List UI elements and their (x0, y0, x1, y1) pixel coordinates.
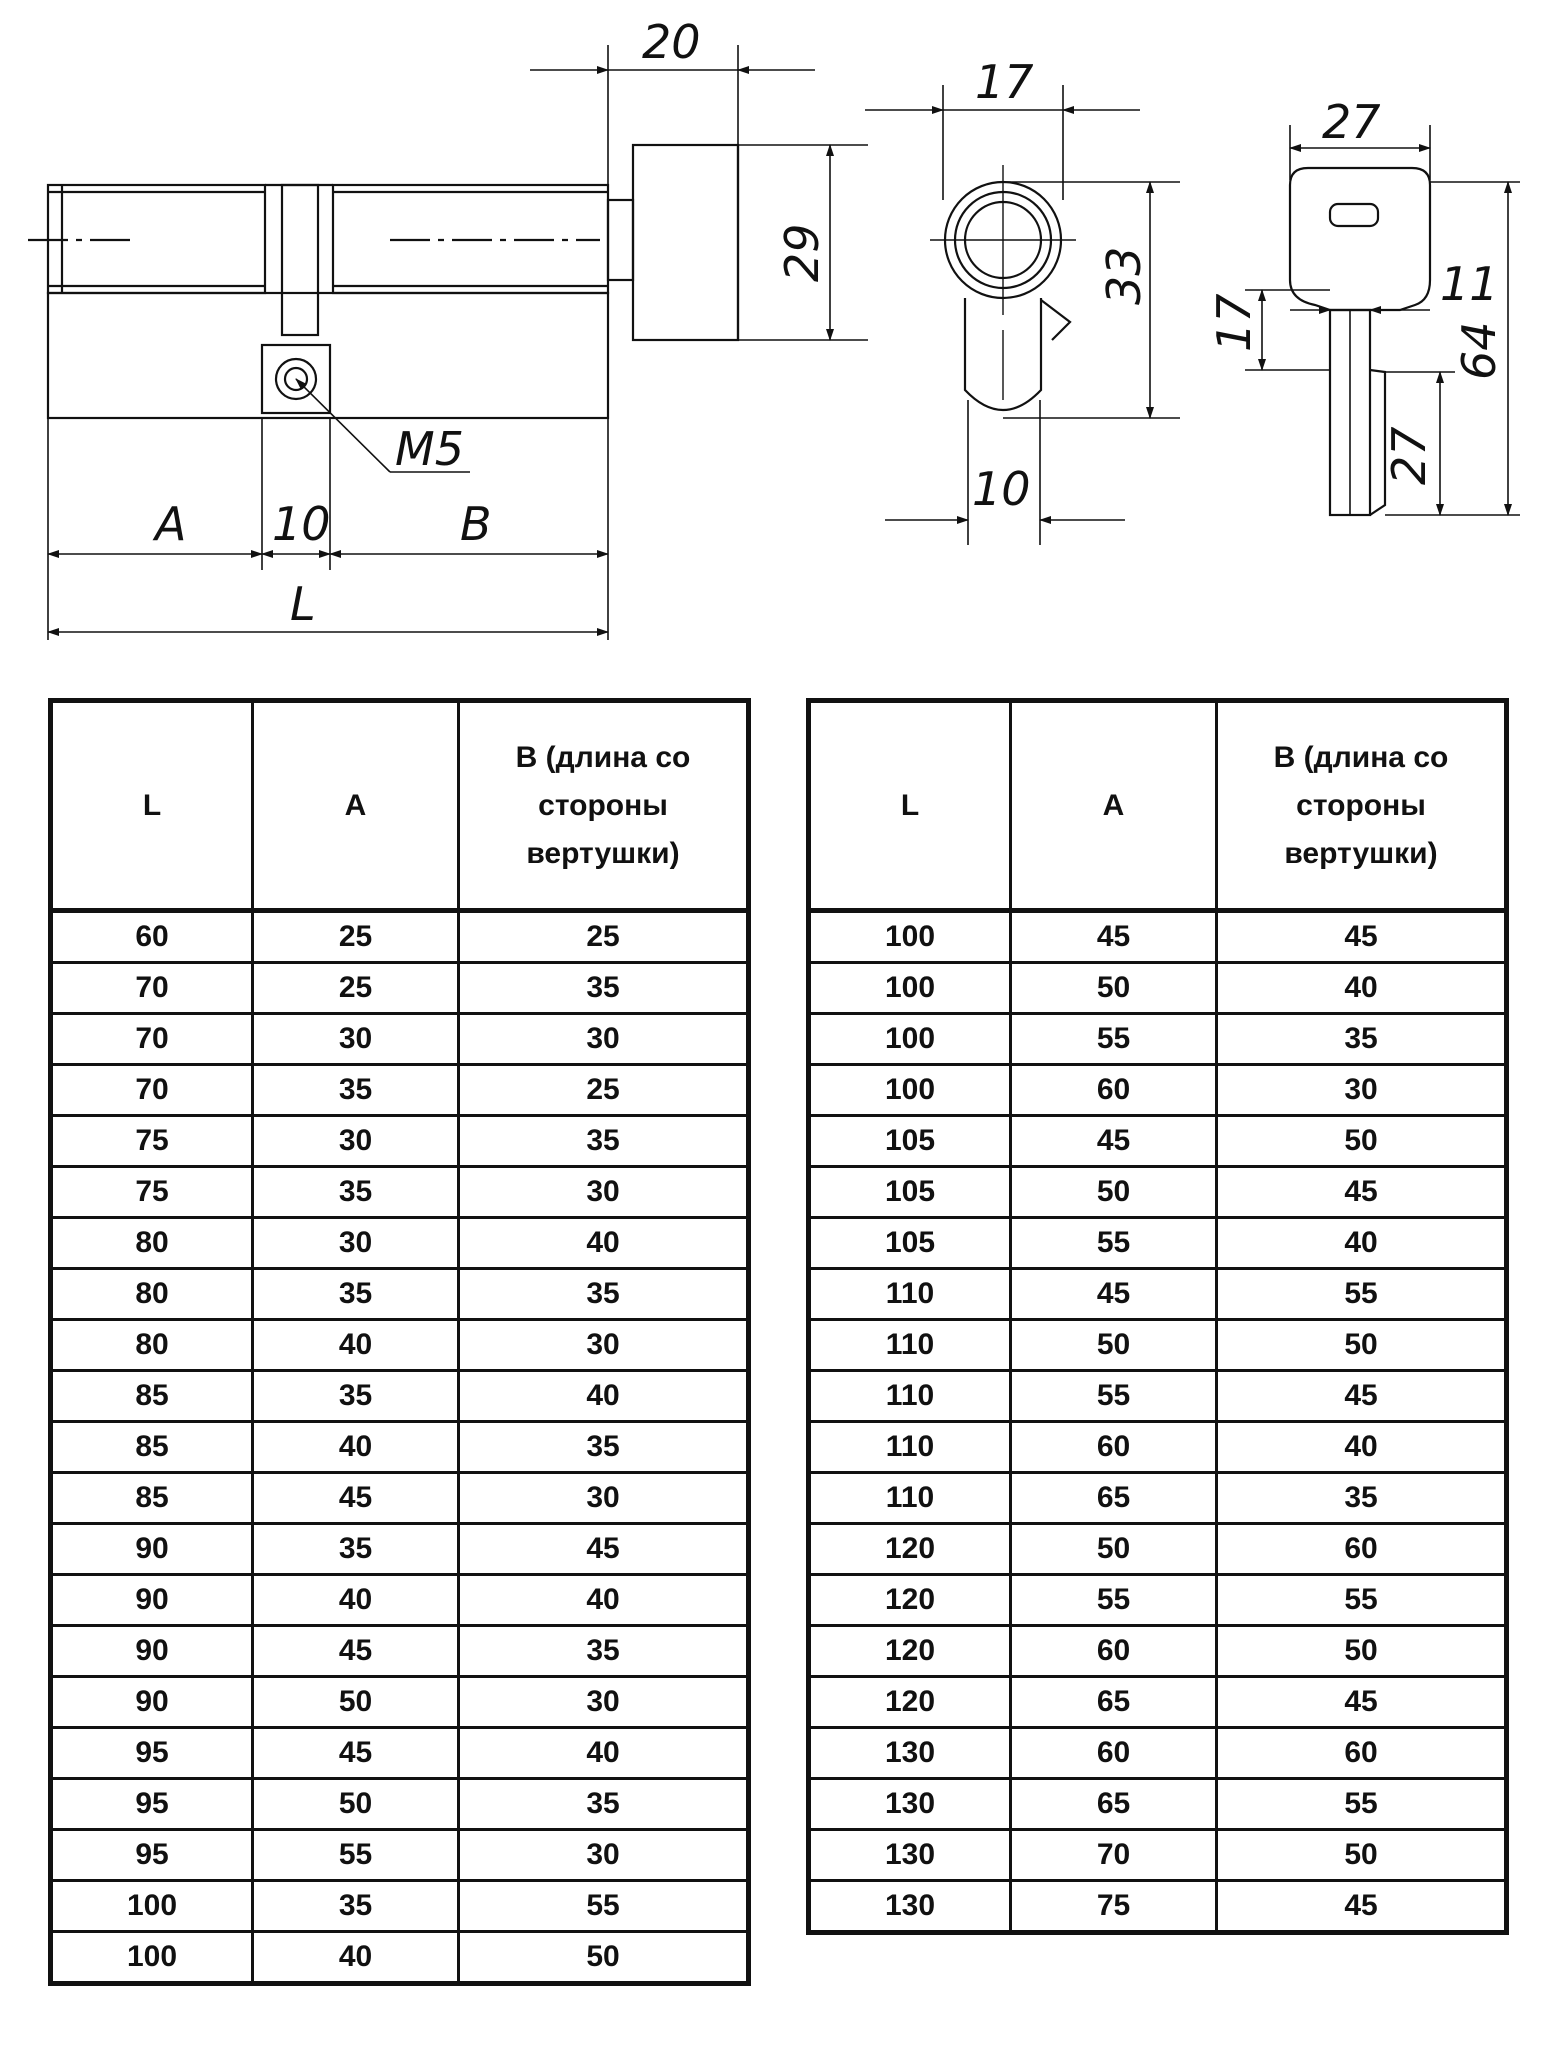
cell-a: 50 (1011, 1524, 1217, 1575)
table-row (51, 1422, 749, 1473)
cell-b: 50 (1217, 1830, 1507, 1881)
cell-a: 40 (253, 1422, 459, 1473)
cell-a: 50 (1011, 1320, 1217, 1371)
header-l: L (51, 701, 253, 911)
cell-l: 100 (809, 911, 1011, 963)
cell-l: 85 (51, 1473, 253, 1524)
table-row (51, 1779, 749, 1830)
dim-label-27: 27 (1322, 95, 1381, 149)
dim-label-m5: M5 (395, 422, 464, 476)
cell-l: 130 (809, 1779, 1011, 1830)
cell-a: 55 (1011, 1014, 1217, 1065)
cell-l: 95 (51, 1830, 253, 1881)
cell-a: 45 (1011, 1269, 1217, 1320)
cell-a: 65 (1011, 1677, 1217, 1728)
cell-b: 40 (1217, 1422, 1507, 1473)
cell-b: 45 (459, 1524, 749, 1575)
cell-l: 80 (51, 1218, 253, 1269)
table-row (809, 1626, 1507, 1677)
cell-b: 50 (1217, 1116, 1507, 1167)
cell-a: 45 (253, 1473, 459, 1524)
table-row (809, 1065, 1507, 1116)
cell-b: 40 (459, 1371, 749, 1422)
cell-b: 35 (1217, 1473, 1507, 1524)
table-row (51, 1932, 749, 1984)
cell-b: 40 (459, 1575, 749, 1626)
cell-b: 30 (459, 1677, 749, 1728)
cell-b: 30 (459, 1320, 749, 1371)
cell-a: 70 (1011, 1830, 1217, 1881)
cell-b: 45 (1217, 1881, 1507, 1933)
cell-a: 60 (1011, 1626, 1217, 1677)
cell-a: 30 (253, 1116, 459, 1167)
cell-a: 50 (1011, 963, 1217, 1014)
cell-b: 50 (1217, 1626, 1507, 1677)
cell-a: 35 (253, 1065, 459, 1116)
table-row (51, 1575, 749, 1626)
cell-b: 45 (1217, 911, 1507, 963)
table-row (809, 1371, 1507, 1422)
table-row (51, 1626, 749, 1677)
cell-b: 55 (1217, 1575, 1507, 1626)
table-row (809, 1524, 1507, 1575)
table-row (51, 1677, 749, 1728)
cell-a: 60 (1011, 1728, 1217, 1779)
cell-l: 130 (809, 1728, 1011, 1779)
table-row (809, 1779, 1507, 1830)
cell-a: 25 (253, 911, 459, 963)
cell-l: 120 (809, 1524, 1011, 1575)
cell-l: 95 (51, 1728, 253, 1779)
cell-l: 120 (809, 1677, 1011, 1728)
table-row (51, 1014, 749, 1065)
cell-a: 40 (253, 1932, 459, 1984)
dim-label-64: 64 (1452, 321, 1506, 380)
header-b: B (длина со стороны вертушки) (459, 701, 749, 911)
cell-b: 25 (459, 1065, 749, 1116)
header-a: A (1011, 701, 1217, 911)
table-row (51, 1167, 749, 1218)
table-row (809, 1218, 1507, 1269)
header-b: B (длина со стороны вертушки) (1217, 701, 1507, 911)
cell-a: 55 (1011, 1371, 1217, 1422)
cell-b: 30 (459, 1167, 749, 1218)
cell-l: 90 (51, 1524, 253, 1575)
cell-l: 110 (809, 1422, 1011, 1473)
table-row (51, 1524, 749, 1575)
cell-a: 55 (1011, 1575, 1217, 1626)
cell-l: 95 (51, 1779, 253, 1830)
cell-b: 40 (1217, 1218, 1507, 1269)
cell-a: 45 (253, 1626, 459, 1677)
cell-b: 55 (1217, 1779, 1507, 1830)
table-row (51, 1269, 749, 1320)
cell-b: 35 (459, 1269, 749, 1320)
cell-l: 105 (809, 1167, 1011, 1218)
cell-a: 45 (1011, 911, 1217, 963)
cell-b: 55 (459, 1881, 749, 1932)
dim-label-33: 33 (1097, 246, 1151, 305)
table-row (809, 1422, 1507, 1473)
cell-b: 50 (459, 1932, 749, 1984)
cell-l: 75 (51, 1167, 253, 1218)
cell-b: 30 (459, 1473, 749, 1524)
table-row (51, 963, 749, 1014)
cell-a: 75 (1011, 1881, 1217, 1933)
cell-b: 35 (459, 1116, 749, 1167)
cell-l: 80 (51, 1320, 253, 1371)
cell-b: 50 (1217, 1320, 1507, 1371)
table-row (809, 1473, 1507, 1524)
table-row (809, 1830, 1507, 1881)
cell-a: 25 (253, 963, 459, 1014)
dim-label-l: L (290, 577, 316, 631)
cell-b: 35 (459, 1422, 749, 1473)
dim-label-17-key: 17 (1207, 293, 1261, 352)
cell-a: 45 (253, 1728, 459, 1779)
cell-a: 35 (253, 1524, 459, 1575)
cell-b: 40 (1217, 963, 1507, 1014)
table-row (51, 1473, 749, 1524)
dim-label-27-blade: 27 (1382, 426, 1436, 485)
cell-l: 90 (51, 1575, 253, 1626)
cell-a: 40 (253, 1320, 459, 1371)
table-row (51, 1218, 749, 1269)
cell-a: 65 (1011, 1473, 1217, 1524)
cell-l: 90 (51, 1677, 253, 1728)
cell-a: 35 (253, 1881, 459, 1932)
cell-b: 45 (1217, 1167, 1507, 1218)
cell-a: 60 (1011, 1065, 1217, 1116)
cell-l: 85 (51, 1422, 253, 1473)
header-l: L (809, 701, 1011, 911)
header-a: A (253, 701, 459, 911)
cell-l: 100 (809, 963, 1011, 1014)
dim-label-11: 11 (1440, 257, 1499, 311)
table-row (51, 1830, 749, 1881)
table-row (809, 1728, 1507, 1779)
table-row (809, 1269, 1507, 1320)
table-row (51, 911, 749, 963)
cell-l: 110 (809, 1473, 1011, 1524)
cell-b: 60 (1217, 1524, 1507, 1575)
table-row (51, 1881, 749, 1932)
cell-b: 35 (1217, 1014, 1507, 1065)
cell-l: 110 (809, 1320, 1011, 1371)
table-row (809, 1575, 1507, 1626)
cell-a: 50 (253, 1677, 459, 1728)
cell-b: 25 (459, 911, 749, 963)
cell-a: 50 (1011, 1167, 1217, 1218)
cell-a: 35 (253, 1269, 459, 1320)
cell-l: 70 (51, 1065, 253, 1116)
technical-drawing (0, 0, 1549, 660)
dim-label-a: A (155, 497, 187, 551)
dim-label-29: 29 (775, 223, 829, 282)
cell-l: 70 (51, 1014, 253, 1065)
cell-b: 60 (1217, 1728, 1507, 1779)
cell-a: 35 (253, 1371, 459, 1422)
cell-l: 105 (809, 1218, 1011, 1269)
cell-b: 40 (459, 1728, 749, 1779)
cell-a: 30 (253, 1014, 459, 1065)
table-row (809, 1677, 1507, 1728)
cell-b: 35 (459, 1626, 749, 1677)
table-row (51, 1320, 749, 1371)
cell-l: 90 (51, 1626, 253, 1677)
cell-b: 40 (459, 1218, 749, 1269)
cell-l: 130 (809, 1830, 1011, 1881)
cell-l: 110 (809, 1269, 1011, 1320)
cell-a: 45 (1011, 1116, 1217, 1167)
table-row (809, 1167, 1507, 1218)
cell-l: 60 (51, 911, 253, 963)
cell-l: 100 (51, 1881, 253, 1932)
cell-l: 120 (809, 1575, 1011, 1626)
cell-a: 65 (1011, 1779, 1217, 1830)
cell-l: 130 (809, 1881, 1011, 1933)
cell-a: 55 (1011, 1218, 1217, 1269)
cell-l: 100 (809, 1065, 1011, 1116)
cell-l: 100 (51, 1932, 253, 1984)
cell-a: 55 (253, 1830, 459, 1881)
cell-a: 40 (253, 1575, 459, 1626)
cell-l: 75 (51, 1116, 253, 1167)
cell-l: 110 (809, 1371, 1011, 1422)
cell-b: 30 (1217, 1065, 1507, 1116)
size-table-right (806, 698, 1509, 1935)
cell-a: 35 (253, 1167, 459, 1218)
cell-l: 105 (809, 1116, 1011, 1167)
dim-label-20: 20 (642, 15, 701, 69)
cylinder-side-view (28, 45, 868, 640)
cell-b: 55 (1217, 1269, 1507, 1320)
cell-a: 50 (253, 1779, 459, 1830)
table-row (809, 1014, 1507, 1065)
cell-l: 120 (809, 1626, 1011, 1677)
cell-b: 45 (1217, 1677, 1507, 1728)
cell-b: 45 (1217, 1371, 1507, 1422)
table-row (809, 1881, 1507, 1933)
table-row (809, 1116, 1507, 1167)
cell-l: 70 (51, 963, 253, 1014)
cell-a: 30 (253, 1218, 459, 1269)
table-row (51, 1728, 749, 1779)
table-row (809, 1320, 1507, 1371)
cell-b: 35 (459, 963, 749, 1014)
cell-l: 85 (51, 1371, 253, 1422)
cell-b: 30 (459, 1014, 749, 1065)
table-row (809, 963, 1507, 1014)
dim-label-10: 10 (272, 497, 331, 551)
dim-label-b: B (460, 497, 492, 551)
table-row (809, 911, 1507, 963)
dim-label-17: 17 (975, 55, 1034, 109)
table-row (51, 1371, 749, 1422)
cell-l: 100 (809, 1014, 1011, 1065)
table-row (51, 1065, 749, 1116)
cell-b: 30 (459, 1830, 749, 1881)
table-row (51, 1116, 749, 1167)
cell-a: 60 (1011, 1422, 1217, 1473)
cell-b: 35 (459, 1779, 749, 1830)
cell-l: 80 (51, 1269, 253, 1320)
dim-label-10-cam: 10 (972, 462, 1031, 516)
size-table-left (48, 698, 751, 1986)
